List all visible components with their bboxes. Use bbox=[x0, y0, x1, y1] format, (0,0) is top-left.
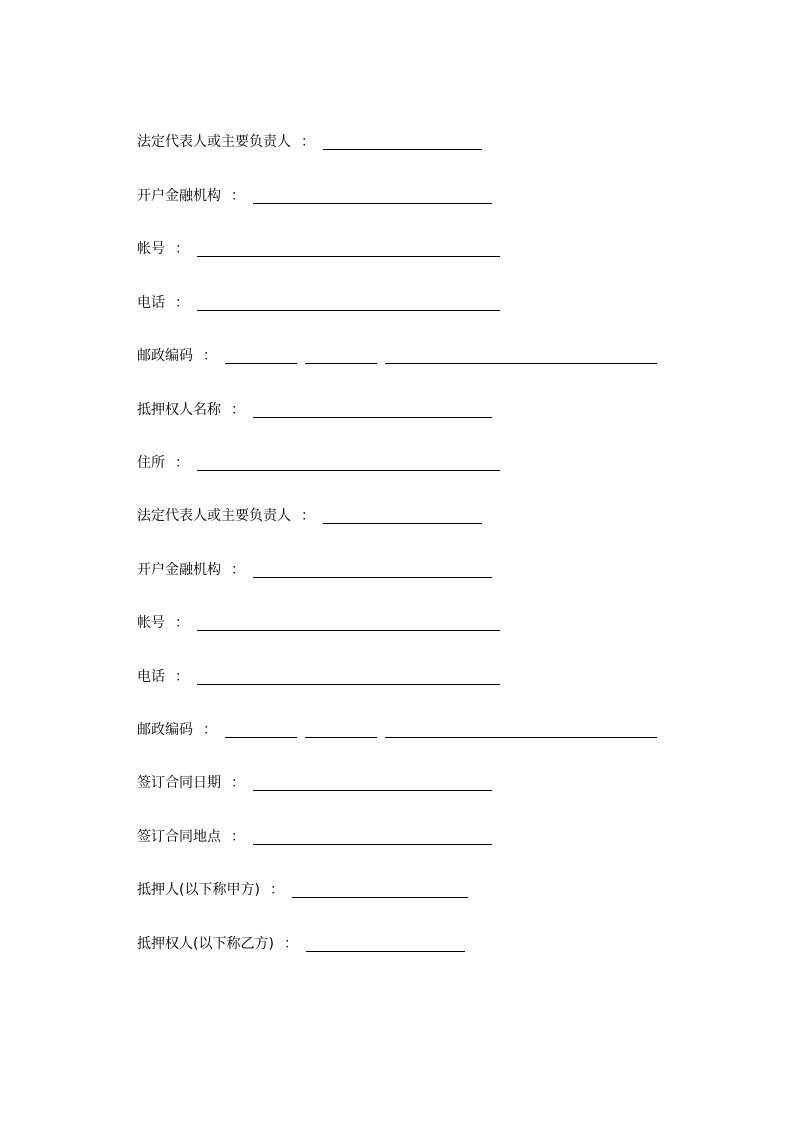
field-label: 电话 bbox=[137, 669, 165, 685]
colon: ： bbox=[203, 722, 217, 738]
field-mortgagee-party-b bbox=[137, 930, 465, 952]
field-bank-2 bbox=[137, 556, 492, 578]
colon: ： bbox=[175, 669, 189, 685]
field-address bbox=[137, 449, 500, 471]
colon: ： bbox=[175, 295, 189, 311]
colon: ： bbox=[231, 188, 245, 204]
colon: ： bbox=[301, 508, 315, 524]
field-label: 签订合同地点 bbox=[137, 829, 221, 845]
colon: ： bbox=[175, 241, 189, 257]
field-account-1 bbox=[137, 235, 500, 257]
blank-line[interactable] bbox=[385, 723, 657, 738]
field-mortgagor-party-a bbox=[137, 876, 468, 898]
colon: ： bbox=[175, 455, 189, 471]
field-label: 法定代表人或主要负责人 bbox=[137, 134, 291, 150]
blank-line[interactable] bbox=[253, 830, 492, 845]
blank-line[interactable] bbox=[306, 937, 465, 952]
colon: ： bbox=[231, 829, 245, 845]
colon: ： bbox=[283, 936, 298, 952]
field-label: 开户金融机构 bbox=[137, 562, 221, 578]
blank-line[interactable] bbox=[323, 135, 482, 150]
field-label: 住所 bbox=[137, 455, 165, 471]
field-postcode-2 bbox=[137, 716, 657, 738]
colon: ： bbox=[175, 615, 189, 631]
blank-line[interactable] bbox=[225, 349, 297, 364]
field-label: 抵押权人(以下称乙方) bbox=[137, 936, 274, 952]
blank-line[interactable] bbox=[197, 242, 500, 257]
blank-line[interactable] bbox=[253, 189, 492, 204]
blank-line[interactable] bbox=[323, 509, 482, 524]
field-label: 帐号 bbox=[137, 241, 165, 257]
blank-line[interactable] bbox=[197, 296, 500, 311]
blank-line[interactable] bbox=[253, 563, 492, 578]
blank-line[interactable] bbox=[253, 776, 492, 791]
field-label: 抵押权人名称 bbox=[137, 402, 221, 418]
colon: ： bbox=[301, 134, 315, 150]
colon: ： bbox=[203, 348, 217, 364]
blank-line[interactable] bbox=[197, 670, 500, 685]
field-label: 帐号 bbox=[137, 615, 165, 631]
field-signing-place bbox=[137, 823, 492, 845]
blank-line[interactable] bbox=[305, 723, 377, 738]
field-label: 开户金融机构 bbox=[137, 188, 221, 204]
field-bank-1 bbox=[137, 182, 492, 204]
blank-line[interactable] bbox=[197, 616, 500, 631]
field-phone-2 bbox=[137, 663, 500, 685]
field-phone-1 bbox=[137, 289, 500, 311]
field-account-2 bbox=[137, 609, 500, 631]
field-signing-date bbox=[137, 769, 492, 791]
field-mortgagee-name bbox=[137, 396, 492, 418]
colon: ： bbox=[269, 882, 284, 898]
field-label: 签订合同日期 bbox=[137, 775, 221, 791]
colon: ： bbox=[231, 562, 245, 578]
colon: ： bbox=[231, 402, 245, 418]
blank-line[interactable] bbox=[225, 723, 297, 738]
blank-line[interactable] bbox=[253, 403, 492, 418]
field-postcode-1 bbox=[137, 342, 657, 364]
field-label: 邮政编码 bbox=[137, 722, 193, 738]
field-label: 邮政编码 bbox=[137, 348, 193, 364]
blank-line[interactable] bbox=[197, 456, 500, 471]
field-label: 法定代表人或主要负责人 bbox=[137, 508, 291, 524]
blank-line[interactable] bbox=[385, 349, 657, 364]
field-label: 电话 bbox=[137, 295, 165, 311]
colon: ： bbox=[231, 775, 245, 791]
blank-line[interactable] bbox=[292, 883, 468, 898]
field-legal-representative-1 bbox=[137, 128, 482, 150]
blank-line[interactable] bbox=[305, 349, 377, 364]
field-legal-representative-2 bbox=[137, 502, 482, 524]
field-label: 抵押人(以下称甲方) bbox=[137, 882, 260, 898]
